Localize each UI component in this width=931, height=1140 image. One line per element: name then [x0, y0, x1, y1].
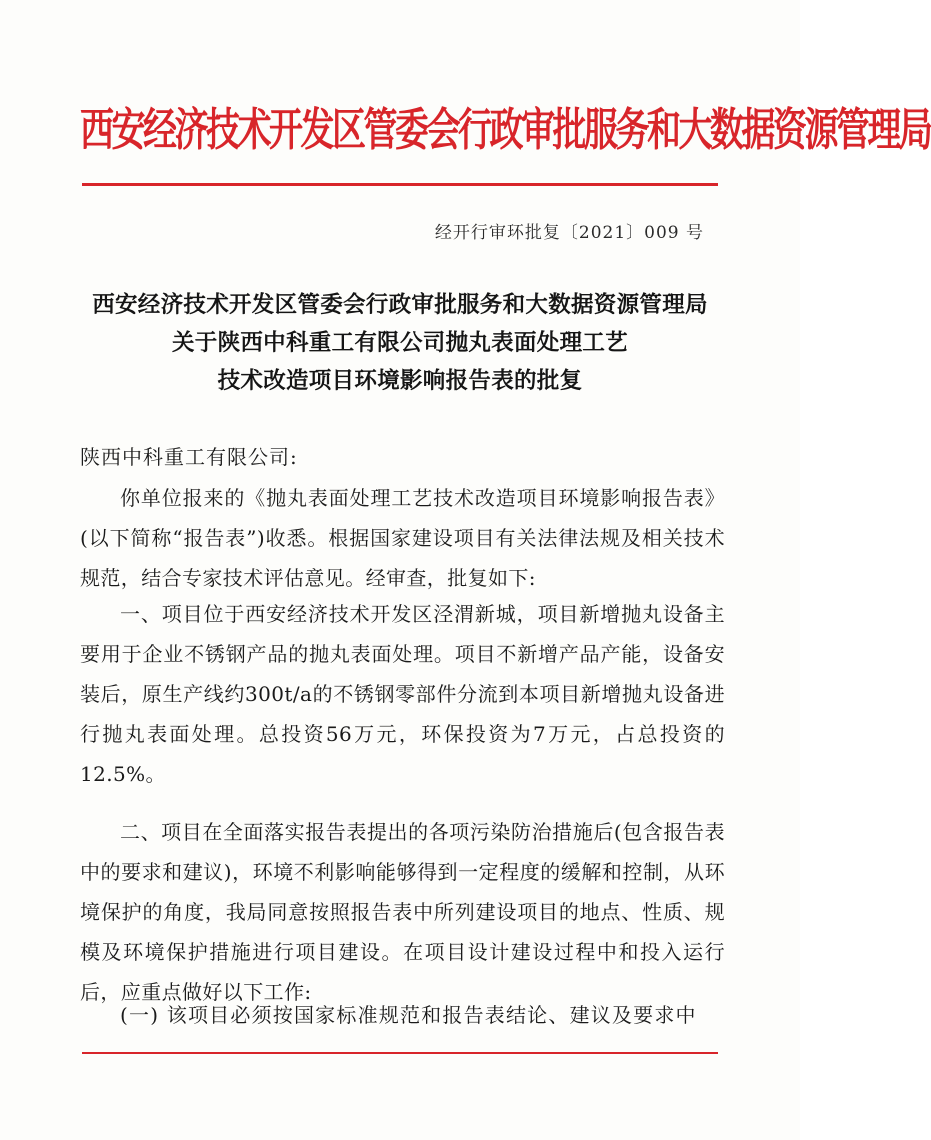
- paragraph-intro: 你单位报来的《抛丸表面处理工艺技术改造项目环境影响报告表》(以下简称“报告表”)收悉。根据国家建设项目有关法律法规及相关技术规范，结合专家技术评估意见。经审查，批复如下:: [80, 486, 725, 590]
- title-line-3: 技术改造项目环境影响报告表的批复: [217, 368, 583, 394]
- title-line-2: 关于陕西中科重工有限公司抛丸表面处理工艺: [171, 330, 628, 356]
- document-title: [60, 286, 740, 400]
- letterhead-red-rule: [82, 183, 718, 186]
- footer-red-rule: [82, 1052, 718, 1054]
- addressee: 陕西中科重工有限公司:: [80, 445, 298, 469]
- paragraph-section-2: 二、项目在全面落实报告表提出的各项污染防治措施后(包含报告表中的要求和建议)，环境不利影响能够得到一定程度的缓解和控制，从环境保护的角度，我局同意按照报告表中所列建设项目的地点、性质、规模及环境保护措施进行项目建设。在项目设计建设过程中和投入运行后，应重点做好以下工作:: [80, 820, 725, 1004]
- letterhead-organization: 西安经济技术开发区管委会行政审批服务和大数据资源管理局: [80, 103, 931, 157]
- document-number: 经开行审环批复〔2021〕009 号: [434, 223, 704, 243]
- paragraph-item-1: (一) 该项目必须按国家标准规范和报告表结论、建议及要求中: [120, 1003, 697, 1027]
- paragraph-section-1: 一、项目位于西安经济技术开发区泾渭新城，项目新增抛丸设备主要用于企业不锈钢产品的抛丸表面处理。项目不新增产品产能，设备安装后，原生产线约300t/a的不锈钢零部件分流到本项目新增抛丸设备进行抛丸表面处理。总投资56万元，环保投资为7万元，占总投资的12.5%。: [80, 602, 725, 786]
- title-line-1: 西安经济技术开发区管委会行政审批服务和大数据资源管理局: [92, 292, 708, 318]
